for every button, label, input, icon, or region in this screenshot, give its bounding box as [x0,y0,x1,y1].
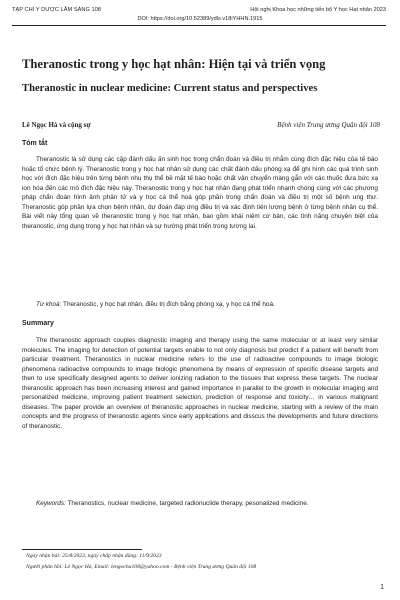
authors: Lê Ngọc Hà và cộng sự [22,121,91,129]
conference-name: Hội nghị Khoa học những tiến bộ Y học Hạt nhân 2023 [250,7,386,13]
summary-heading: Summary [22,320,54,327]
keywords-en-label: Keywords: [36,500,66,507]
journal-name: TẠP CHÍ Y DƯỢC LÂM SÀNG 108 [12,7,101,13]
page-number: 1 [380,584,384,591]
correspondence-info: Người phản hồi: Lê Ngọc Hà, Email: lengocha108@yahoo.com - Bệnh viện Trung ương Quân đội 108 [26,564,257,570]
summary-body: The theranostic approach couples diagnostic imaging and therapy using the same molecular or at least very similar molecules. The imaging for detection of potential targets enable to not only diagnosis but predict if a patient will benefit from particular treatment. Theranostics in nuclear medicine refers to the use of radioactive compounds to image biologic phenomena radioactive compounds to image biologic phenomena by means of expression of specific disease targets and then to use specifically designed agents to deliver ionizing radiation to the tissues that express these targets. The nuclear theranostic approach has been increasing interest and gained importance in parallel to the growth in molecular imaging and personalized medicine, improving patient treatment selection, prediction of response and toxicity… in various malignant diseases. The paper provide an overview of theranostic approaches in nuclear medicine, starting with a review of the main concepts and the progress of theranostic agents since early applications and disscus the developments and future directions of theranostic. [22,337,378,430]
article-title-english: Theranostic in nuclear medicine: Current status and perspectives [22,83,318,94]
doi-link[interactable]: DOI: https://doi.org/10.52389/ydls.v18iYHHN.1915 [137,16,263,22]
keywords-vi-label: Từ khoá: [36,301,62,308]
abstract-vi-body: Theranostic là sử dụng các cặp đánh dấu ấn sinh học trong chẩn đoán và điều trị nhắm cùng đích đặc hiệu của tế bào hoặc tổ chức bệnh lý. Theranostic trong y học hạt nhân sử dụng các chất đánh dấu phóng xạ để ghi hình các quá trình sinh học với đích đặc hiệu trên từng bệnh nhu thụ thể bề mặt tế bào hoặc chất vận chuyển màng gắn với các thuốc đưa bức xạ ion hóa đến các mô đích đặc hiệu này. Theranostic trong y học hạt nhân đang phát triển nhanh chóng cùng với các phương pháp chẩn đoán hình ảnh phân tử và y học cá thể hoá góp phần trong chẩn đoán và điều trị một số bệnh ung thư. Theranostic góp phần lựa chọn bệnh nhân, dự đoán đáp ứng điều trị và xác định tiên lượng bệnh ở từng bệnh nhân cụ thể. Bài viết này tổng quan về theranostic trong y học hạt nhân, bao gồm khái niệm cơ bản, các tình năng chuyên biệt của theranostic, ứng dụng trong y học hạt nhân và sự hướng phát triển trong tương lai. [22,156,378,230]
keywords-en-text: Theranostics, nuclear medicine, targeted radionuclide therapy, pesonalized medicine. [67,500,309,507]
article-title-vietnamese: Theranostic trong y học hạt nhân: Hiện tại và triển vọng [22,57,326,71]
keywords-en [36,499,376,509]
keywords-vi-text: Theranostic, y học hạt nhân, điều trị đích bằng phóng xạ, y học cá thể hoá. [63,301,275,308]
header-divider [12,25,386,26]
footnote-divider [22,549,142,550]
affiliation: Bệnh viện Trung ương Quân đội 108 [277,121,380,129]
abstract-vi-heading: Tóm tắt [22,140,48,147]
keywords-vi [36,300,376,310]
received-dates: Ngày nhận bài: 25/8/2023, ngày chấp nhận đăng: 11/9/2023 [26,553,162,559]
